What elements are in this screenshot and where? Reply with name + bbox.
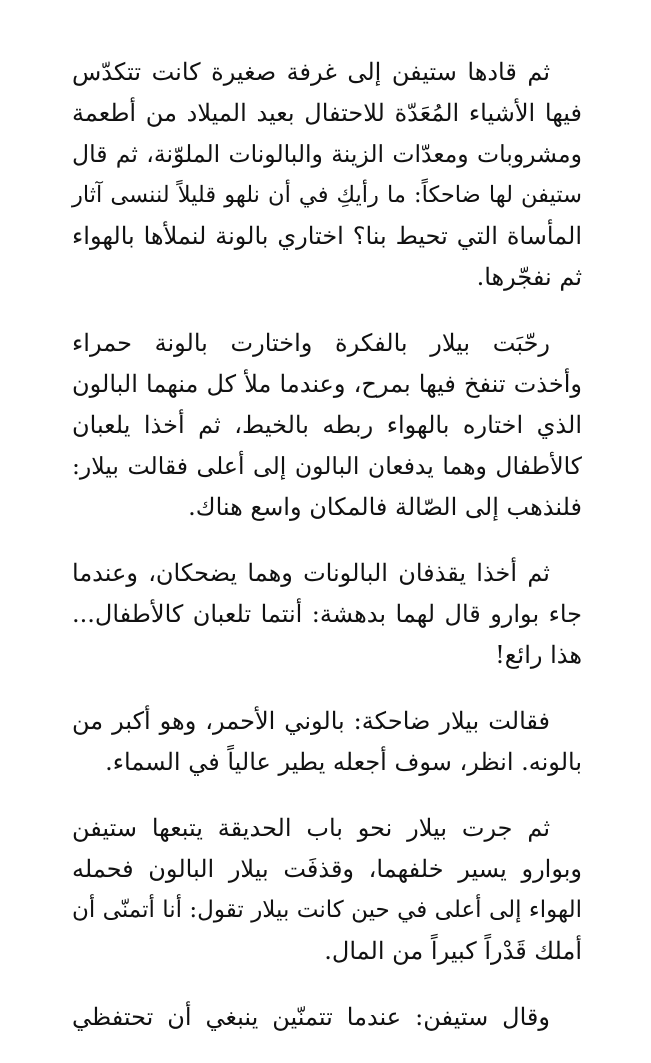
text-line: جاء بوارو قال لهما بدهشة: أنتما تلعبان كالأطفال... xyxy=(72,600,582,628)
text-line: أملك قَدْراً كبيراً من المال. xyxy=(324,937,582,965)
text-line: كالأطفال وهما يدفعان البالون إلى أعلى فقالت بيلار: xyxy=(72,452,582,480)
text-line: رحّبَت بيلار بالفكرة واختارت بالونة حمراء xyxy=(72,329,550,357)
paragraph-4 xyxy=(72,701,582,783)
paragraph-2 xyxy=(72,323,582,528)
page-text xyxy=(72,52,582,1063)
text-line: فلنذهب إلى الصّالة فالمكان واسع هناك. xyxy=(188,493,582,521)
text-line: المأساة التي تحيط بنا؟ اختاري بالونة لنملأها بالهواء xyxy=(72,222,582,250)
paragraph-3 xyxy=(72,553,582,676)
paragraph-6 xyxy=(72,997,582,1038)
paragraph-5 xyxy=(72,808,582,972)
text-line: وبوارو يسير خلفهما، وقذفَت بيلار البالون فحمله xyxy=(72,855,582,883)
text-line: الذي اختاره بالهواء ربطه بالخيط، ثم أخذا يلعبان xyxy=(72,411,582,439)
text-line: ستيفن لها ضاحكاً: ما رأيكِ في أن نلهو قليلاً لننسى آثار xyxy=(72,182,582,208)
text-line: ثم أخذا يقذفان البالونات وهما يضحكان، وعندما xyxy=(72,559,550,587)
text-line: فقالت بيلار ضاحكة: بالوني الأحمر، وهو أكبر من xyxy=(72,707,550,735)
text-line: ثم نفجّرها. xyxy=(476,263,582,291)
text-line: وقال ستيفن: عندما تتمنّين ينبغي أن تحتفظي xyxy=(72,1003,550,1031)
text-line: فيها الأشياء المُعَدّة للاحتفال بعيد الميلاد من أطعمة xyxy=(72,99,582,127)
paragraph-1 xyxy=(72,52,582,298)
text-line: هذا رائع! xyxy=(495,641,582,669)
text-line: ثم جرت بيلار نحو باب الحديقة يتبعها ستيفن xyxy=(72,814,550,842)
text-line: ثم قادها ستيفن إلى غرفة صغيرة كانت تتكدّس xyxy=(72,58,551,86)
text-line: وأخذت تنفخ فيها بمرح، وعندما ملأ كل منهما البالون xyxy=(72,370,582,398)
text-line: بالونه. انظر، سوف أجعله يطير عالياً في السماء. xyxy=(105,748,582,776)
text-line: ومشروبات ومعدّات الزينة والبالونات الملوّنة، ثم قال xyxy=(72,140,582,168)
text-line: الهواء إلى أعلى في حين كانت بيلار تقول: أنا أتمنّى أن xyxy=(72,897,582,923)
